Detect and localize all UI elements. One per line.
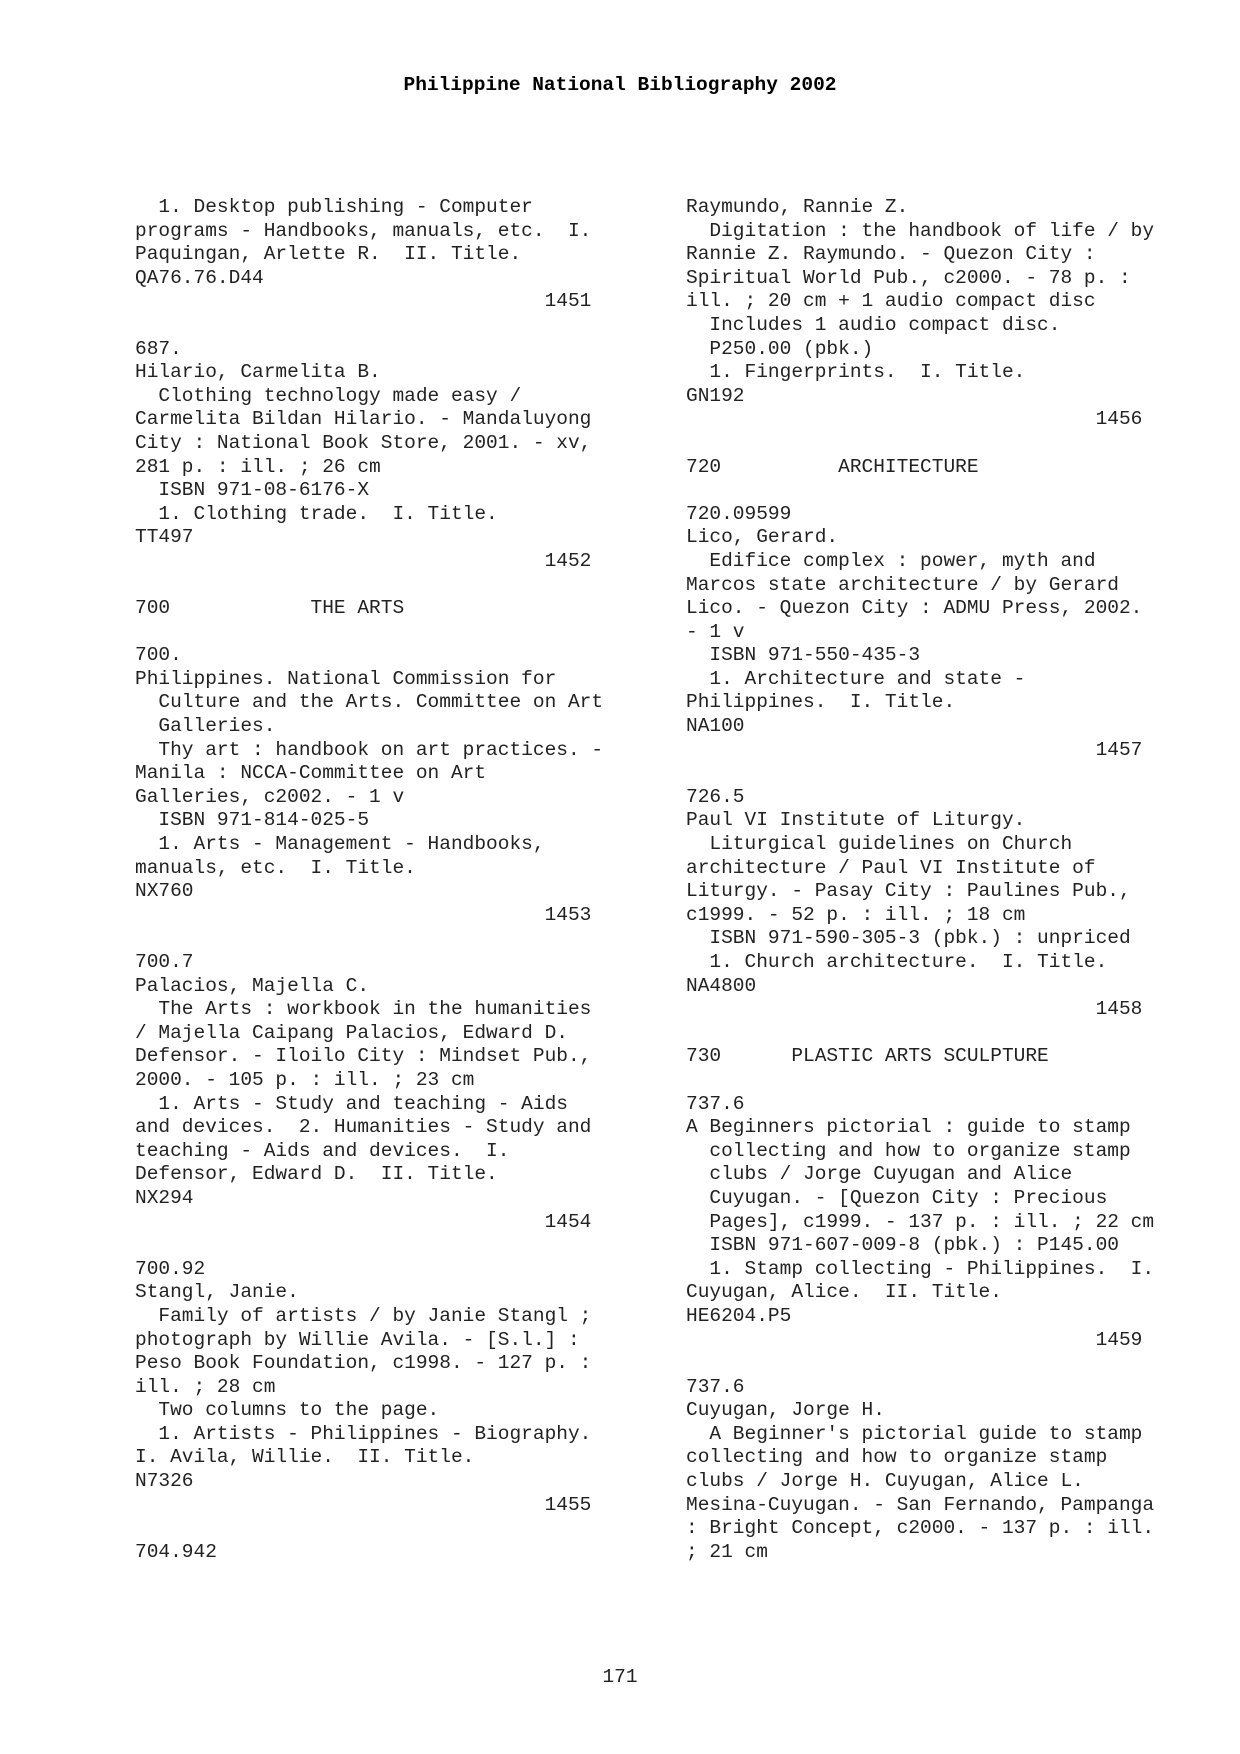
text-line	[686, 1352, 1191, 1376]
text-line: 1. Stamp collecting - Philippines. I.	[686, 1257, 1155, 1280]
text-line: I. Avila, Willie. II. Title.	[135, 1446, 475, 1469]
text-line: Edifice complex : power, myth and	[686, 549, 1096, 572]
text-line: Defensor, Edward D. II. Title.	[135, 1163, 498, 1186]
text-line: Includes 1 audio compact disc.	[686, 313, 1061, 336]
text-line	[135, 574, 640, 598]
text-line	[135, 1517, 640, 1541]
text-line: QA76.76.D44	[135, 266, 264, 289]
text-line: clubs / Jorge H. Cuyugan, Alice L.	[686, 1470, 1084, 1493]
text-line: A Beginner's pictorial guide to stamp	[686, 1422, 1143, 1445]
text-line: Stangl, Janie.	[135, 1281, 299, 1304]
text-line: 737.6	[686, 1092, 745, 1115]
text-line: Galleries.	[135, 715, 276, 738]
text-line: 1451	[135, 290, 592, 313]
text-line: Pages], c1999. - 137 p. : ill. ; 22 cm	[686, 1210, 1155, 1233]
text-line: ISBN 971-590-305-3 (pbk.) : unpriced	[686, 927, 1131, 950]
text-line: Raymundo, Rannie Z.	[686, 196, 909, 218]
text-line: architecture / Paul VI Institute of	[686, 856, 1096, 879]
text-line: ISBN 971-607-009-8 (pbk.) : P145.00	[686, 1234, 1119, 1257]
text-line: ill. ; 28 cm	[135, 1375, 276, 1398]
text-line: HE6204.P5	[686, 1304, 792, 1327]
text-line: 1. Clothing trade. I. Title.	[135, 502, 498, 525]
text-line: clubs / Jorge Cuyugan and Alice	[686, 1163, 1073, 1186]
text-line: Cuyugan, Alice. II. Title.	[686, 1281, 1002, 1304]
text-line: teaching - Aids and devices. I.	[135, 1139, 510, 1162]
text-line: 700.92	[135, 1257, 206, 1280]
text-line: ISBN 971-550-435-3	[686, 644, 921, 667]
text-line: 730 PLASTIC ARTS SCULPTURE	[686, 1045, 1049, 1068]
text-line: 1. Arts - Management - Handbooks,	[135, 833, 545, 856]
text-line: 1. Fingerprints. I. Title.	[686, 361, 1026, 384]
text-line: The Arts : workbook in the humanities	[135, 998, 592, 1021]
text-line: Thy art : handbook on art practices. -	[135, 738, 604, 761]
text-line: Cuyugan, Jorge H.	[686, 1399, 885, 1422]
text-line: 1459	[686, 1328, 1143, 1351]
text-line	[686, 479, 1191, 503]
text-line: Paquingan, Arlette R. II. Title.	[135, 243, 522, 266]
text-line: ISBN 971-814-025-5	[135, 809, 370, 832]
right-column	[686, 196, 1191, 1564]
text-line: - 1 v	[686, 620, 745, 643]
text-line: 1. Desktop publishing - Computer	[135, 196, 533, 218]
text-line: 700.	[135, 644, 182, 667]
page-number: 171	[602, 1666, 638, 1688]
text-line: ill. ; 20 cm + 1 audio compact disc	[686, 290, 1096, 313]
text-line	[135, 314, 640, 338]
text-line	[686, 1022, 1191, 1046]
text-line: 687.	[135, 337, 182, 360]
text-line: City : National Book Store, 2001. - xv,	[135, 431, 592, 454]
text-line	[135, 927, 640, 951]
text-line: 1458	[686, 998, 1143, 1021]
text-line: / Majella Caipang Palacios, Edward D.	[135, 1021, 568, 1044]
text-line	[686, 432, 1191, 456]
text-line: 1454	[135, 1210, 592, 1233]
text-line: collecting and how to organize stamp	[686, 1446, 1108, 1469]
text-line: Lico, Gerard.	[686, 526, 839, 549]
text-line: Peso Book Foundation, c1998. - 127 p. :	[135, 1352, 592, 1375]
text-line: and devices. 2. Humanities - Study and	[135, 1116, 592, 1139]
left-column	[135, 196, 640, 1564]
text-line: Mesina-Cuyugan. - San Fernando, Pampanga	[686, 1493, 1155, 1516]
text-line: 281 p. : ill. ; 26 cm	[135, 455, 381, 478]
text-line: Two columns to the page.	[135, 1399, 440, 1422]
text-line: c1999. - 52 p. : ill. ; 18 cm	[686, 903, 1026, 926]
text-line: Culture and the Arts. Committee on Art	[135, 691, 604, 714]
text-line	[135, 1234, 640, 1258]
text-line: 720.09599	[686, 502, 792, 525]
text-line: Manila : NCCA-Committee on Art	[135, 762, 487, 785]
text-line: Rannie Z. Raymundo. - Quezon City :	[686, 243, 1096, 266]
text-line: 726.5	[686, 785, 745, 808]
text-line	[686, 762, 1191, 786]
text-line: 1. Artists - Philippines - Biography.	[135, 1422, 592, 1445]
text-line: NA4800	[686, 974, 757, 997]
text-line: Palacios, Majella C.	[135, 974, 370, 997]
text-line: : Bright Concept, c2000. - 137 p. : ill.	[686, 1517, 1155, 1540]
text-line: Cuyugan. - [Quezon City : Precious	[686, 1186, 1108, 1209]
text-line: 704.942	[135, 1540, 217, 1563]
text-line: 1. Architecture and state -	[686, 667, 1026, 690]
text-line	[686, 1069, 1191, 1093]
text-line: ISBN 971-08-6176-X	[135, 479, 370, 502]
text-line: Philippines. I. Title.	[686, 691, 956, 714]
text-line: 737.6	[686, 1375, 745, 1398]
text-line: 1453	[135, 903, 592, 926]
text-line: ; 21 cm	[686, 1540, 768, 1563]
text-line: Marcos state architecture / by Gerard	[686, 573, 1119, 596]
text-line: NX760	[135, 880, 194, 903]
text-line: 720 ARCHITECTURE	[686, 455, 979, 478]
text-line: Defensor. - Iloilo City : Mindset Pub.,	[135, 1045, 592, 1068]
text-line: collecting and how to organize stamp	[686, 1139, 1131, 1162]
text-line: Spiritual World Pub., c2000. - 78 p. :	[686, 266, 1131, 289]
text-line: photograph by Willie Avila. - [S.l.] :	[135, 1328, 580, 1351]
text-line	[135, 621, 640, 645]
text-line: Clothing technology made easy /	[135, 384, 522, 407]
text-line: Family of artists / by Janie Stangl ;	[135, 1304, 592, 1327]
text-line: 1455	[135, 1493, 592, 1516]
text-line: 2000. - 105 p. : ill. ; 23 cm	[135, 1068, 475, 1091]
text-line: 1452	[135, 549, 592, 572]
text-line: 1. Arts - Study and teaching - Aids	[135, 1092, 568, 1115]
text-line: 1456	[686, 408, 1143, 431]
text-line: Galleries, c2002. - 1 v	[135, 785, 405, 808]
text-line: programs - Handbooks, manuals, etc. I.	[135, 219, 592, 242]
text-line: Hilario, Carmelita B.	[135, 361, 381, 384]
text-line: Digitation : the handbook of life / by	[686, 219, 1155, 242]
text-line: Liturgy. - Pasay City : Paulines Pub.,	[686, 880, 1131, 903]
text-line: Carmelita Bildan Hilario. - Mandaluyong	[135, 408, 592, 431]
text-line: TT497	[135, 526, 194, 549]
text-line: NA100	[686, 715, 745, 738]
text-line: 1457	[686, 738, 1143, 761]
text-line: manuals, etc. I. Title.	[135, 856, 416, 879]
text-line: Lico. - Quezon City : ADMU Press, 2002.	[686, 597, 1143, 620]
text-line: Liturgical guidelines on Church	[686, 833, 1073, 856]
text-line: GN192	[686, 384, 745, 407]
text-line: 700 THE ARTS	[135, 597, 405, 620]
text-line: N7326	[135, 1470, 194, 1493]
text-line: Philippines. National Commission for	[135, 667, 557, 690]
text-line: 1. Church architecture. I. Title.	[686, 951, 1108, 973]
page-title: Philippine National Bibliography 2002	[403, 74, 837, 96]
text-line: Paul VI Institute of Liturgy.	[686, 809, 1026, 832]
text-line: A Beginners pictorial : guide to stamp	[686, 1116, 1131, 1139]
text-line: 700.7	[135, 951, 194, 973]
text-line: NX294	[135, 1186, 194, 1209]
text-line: P250.00 (pbk.)	[686, 337, 874, 360]
